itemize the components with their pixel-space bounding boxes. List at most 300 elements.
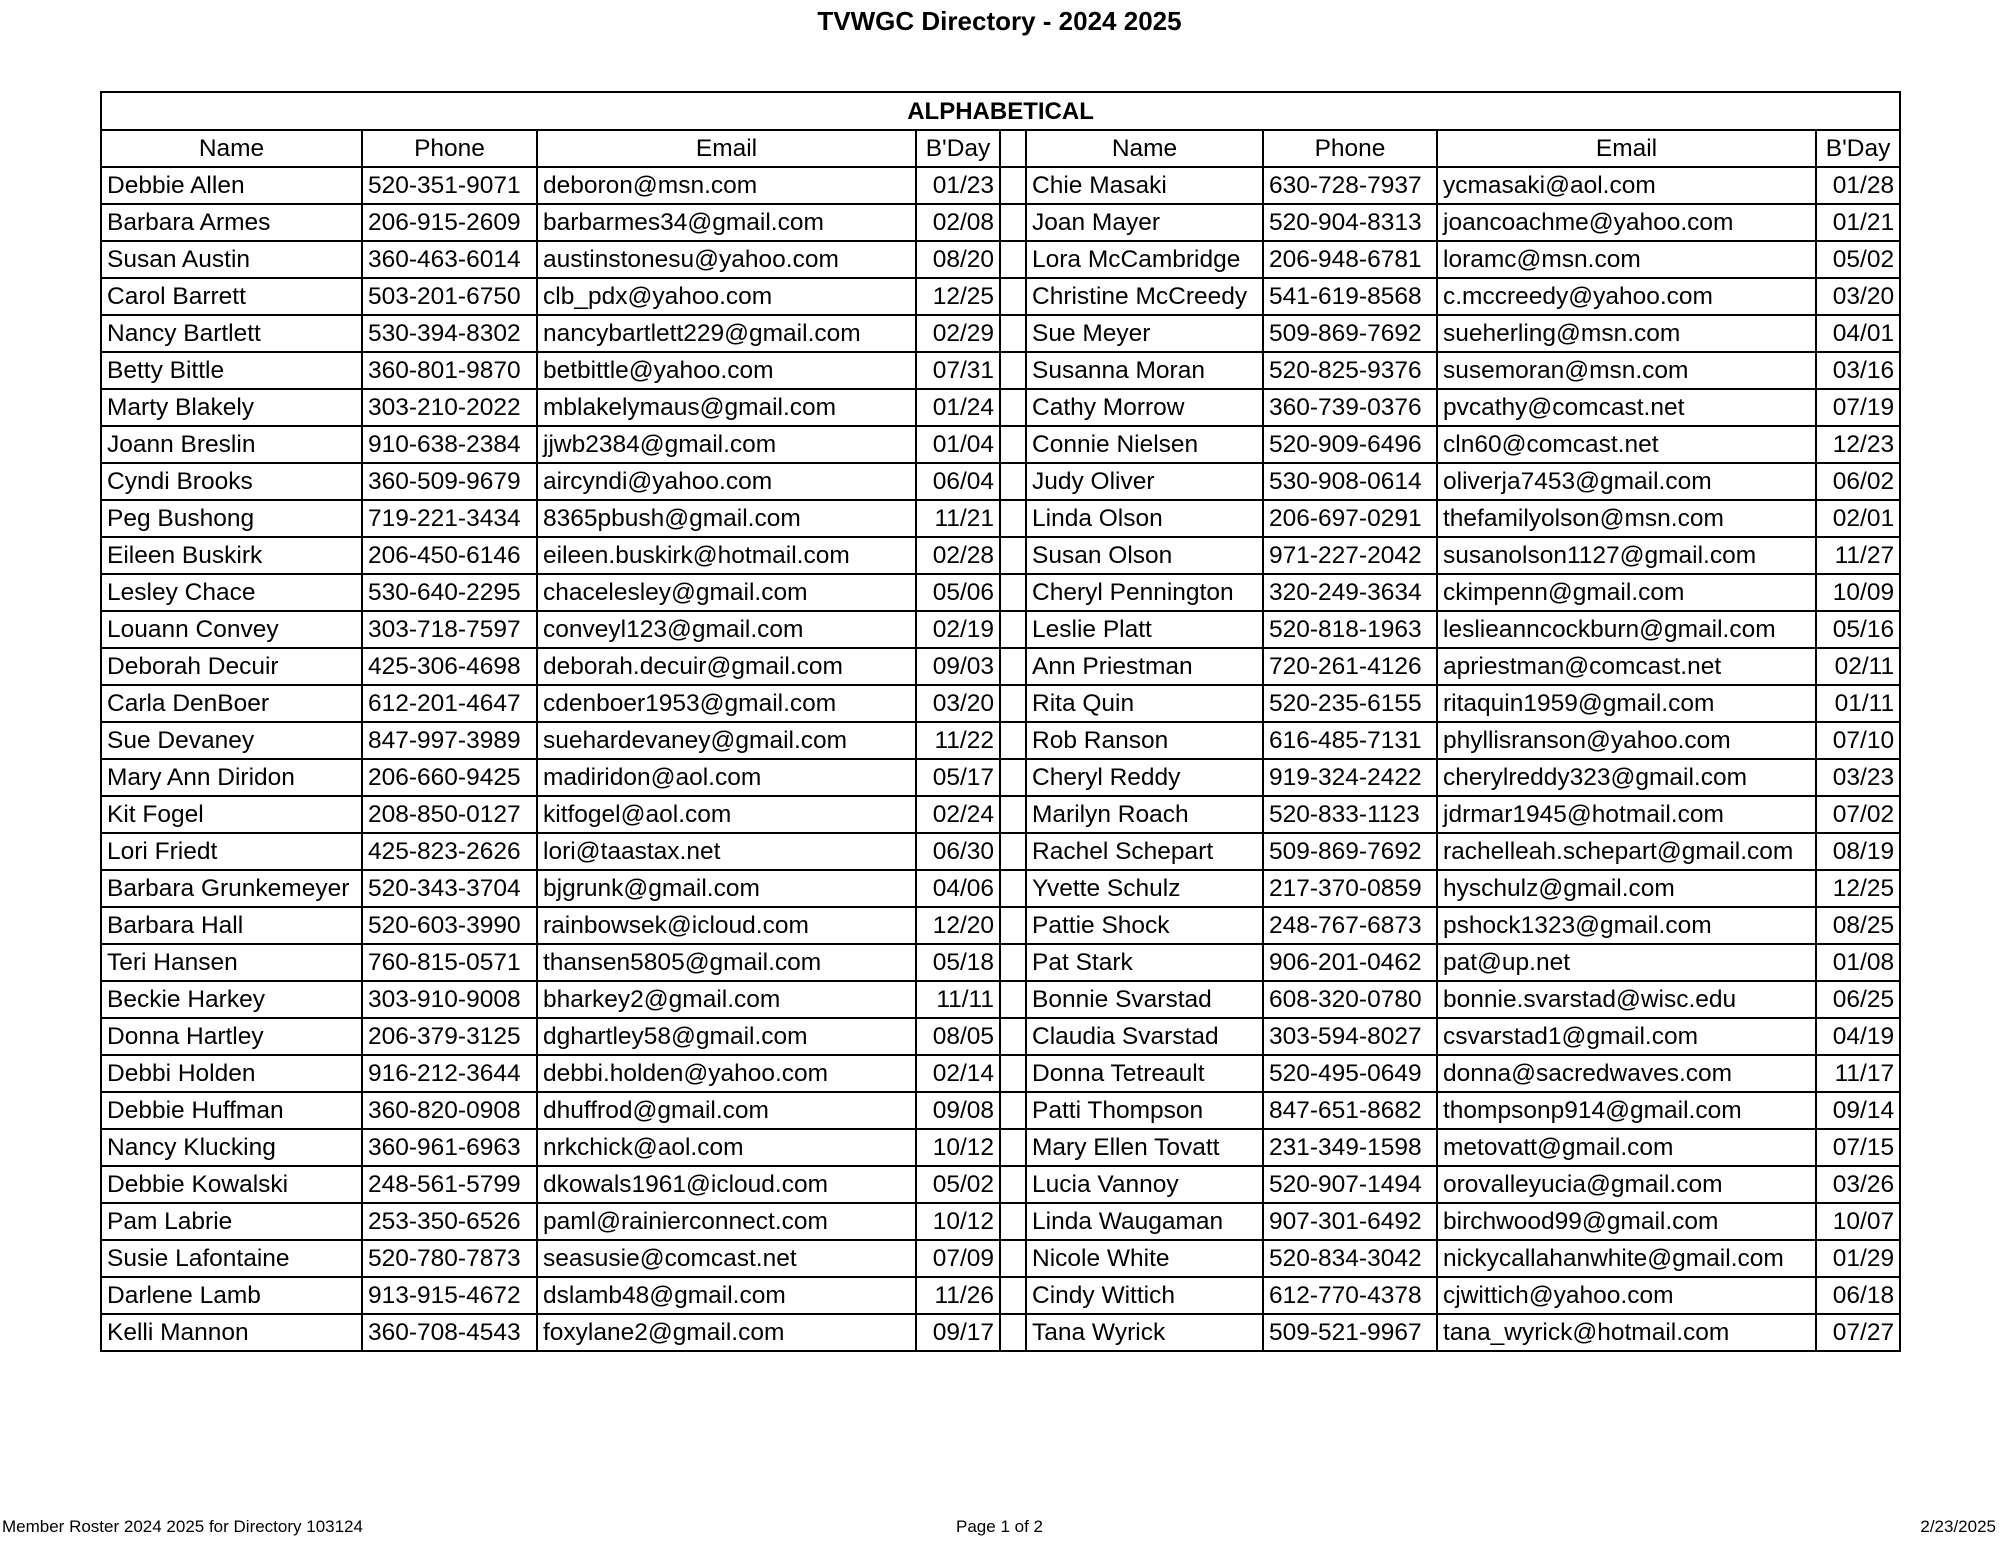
column-gap [1000,167,1026,204]
member-birthday: 02/14 [916,1055,1000,1092]
member-birthday: 08/25 [1816,907,1900,944]
column-header-row [101,130,1900,167]
member-name: Nicole White [1026,1240,1263,1277]
member-birthday: 07/31 [916,352,1000,389]
column-gap [1000,241,1026,278]
member-name: Eileen Buskirk [101,537,362,574]
member-birthday: 02/11 [1816,648,1900,685]
member-phone: 760-815-0571 [362,944,537,981]
member-email[interactable]: betbittle@yahoo.com [537,352,916,389]
member-name: Susan Olson [1026,537,1263,574]
member-phone: 520-780-7873 [362,1240,537,1277]
member-birthday: 03/20 [916,685,1000,722]
member-email[interactable]: leslieanncockburn@gmail.com [1437,611,1816,648]
member-email[interactable]: dghartley58@gmail.com [537,1018,916,1055]
member-phone: 360-820-0908 [362,1092,537,1129]
member-email[interactable]: susanolson1127@gmail.com [1437,537,1816,574]
member-email[interactable]: loramc@msn.com [1437,241,1816,278]
table-row [101,500,1900,537]
member-phone: 206-915-2609 [362,204,537,241]
member-phone: 360-509-9679 [362,463,537,500]
member-phone: 520-904-8313 [1263,204,1437,241]
member-phone: 360-961-6963 [362,1129,537,1166]
member-birthday: 07/02 [1816,796,1900,833]
member-birthday: 12/25 [1816,870,1900,907]
member-name: Linda Waugaman [1026,1203,1263,1240]
section-label: ALPHABETICAL [101,92,1900,130]
member-birthday: 06/02 [1816,463,1900,500]
member-phone: 612-770-4378 [1263,1277,1437,1314]
member-email[interactable]: metovatt@gmail.com [1437,1129,1816,1166]
table-row [101,1055,1900,1092]
member-email[interactable]: mblakelymaus@gmail.com [537,389,916,426]
member-name: Lesley Chace [101,574,362,611]
member-birthday: 04/06 [916,870,1000,907]
member-email[interactable]: susemoran@msn.com [1437,352,1816,389]
member-name: Bonnie Svarstad [1026,981,1263,1018]
table-row [101,426,1900,463]
table-row [101,796,1900,833]
column-gap [1000,759,1026,796]
member-phone: 320-249-3634 [1263,574,1437,611]
column-gap [1000,1055,1026,1092]
table-row [101,981,1900,1018]
member-phone: 847-997-3989 [362,722,537,759]
member-name: Susie Lafontaine [101,1240,362,1277]
table-row [101,1092,1900,1129]
member-phone: 616-485-7131 [1263,722,1437,759]
member-phone: 530-908-0614 [1263,463,1437,500]
member-birthday: 07/10 [1816,722,1900,759]
member-birthday: 05/02 [916,1166,1000,1203]
member-email[interactable]: dkowals1961@icloud.com [537,1166,916,1203]
member-email[interactable]: dhuffrod@gmail.com [537,1092,916,1129]
member-name: Deborah Decuir [101,648,362,685]
member-name: Cheryl Reddy [1026,759,1263,796]
member-email[interactable]: conveyl123@gmail.com [537,611,916,648]
column-gap [1000,463,1026,500]
member-name: Darlene Lamb [101,1277,362,1314]
member-email[interactable]: birchwood99@gmail.com [1437,1203,1816,1240]
member-name: Carla DenBoer [101,685,362,722]
member-phone: 206-697-0291 [1263,500,1437,537]
member-name: Sue Meyer [1026,315,1263,352]
member-phone: 425-306-4698 [362,648,537,685]
footer-page-number: Page 1 of 2 [956,1517,1043,1536]
member-name: Marilyn Roach [1026,796,1263,833]
member-email[interactable]: dslamb48@gmail.com [537,1277,916,1314]
member-name: Rob Ranson [1026,722,1263,759]
member-phone: 971-227-2042 [1263,537,1437,574]
member-phone: 509-869-7692 [1263,315,1437,352]
member-birthday: 01/23 [916,167,1000,204]
member-birthday: 10/12 [916,1203,1000,1240]
member-email[interactable]: eileen.buskirk@hotmail.com [537,537,916,574]
member-birthday: 07/19 [1816,389,1900,426]
member-name: Cheryl Pennington [1026,574,1263,611]
member-name: Rachel Schepart [1026,833,1263,870]
table-row [101,944,1900,981]
member-email[interactable]: bjgrunk@gmail.com [537,870,916,907]
member-phone: 530-394-8302 [362,315,537,352]
member-birthday: 12/23 [1816,426,1900,463]
member-name: Lori Friedt [101,833,362,870]
member-birthday: 06/18 [1816,1277,1900,1314]
table-row [101,241,1900,278]
member-birthday: 11/27 [1816,537,1900,574]
member-email[interactable]: paml@rainierconnect.com [537,1203,916,1240]
member-phone: 916-212-3644 [362,1055,537,1092]
member-birthday: 03/26 [1816,1166,1900,1203]
footer-date: 2/23/2025 [1920,1517,1996,1536]
member-email[interactable]: cln60@comcast.net [1437,426,1816,463]
column-gap [1000,611,1026,648]
member-phone: 231-349-1598 [1263,1129,1437,1166]
member-email[interactable]: jjwb2384@gmail.com [537,426,916,463]
member-name: Kelli Mannon [101,1314,362,1351]
member-email[interactable]: sueherling@msn.com [1437,315,1816,352]
member-email[interactable]: clb_pdx@yahoo.com [537,278,916,315]
member-phone: 520-818-1963 [1263,611,1437,648]
member-email[interactable]: ycmasaki@aol.com [1437,167,1816,204]
member-email[interactable]: foxylane2@gmail.com [537,1314,916,1351]
column-gap [1000,1314,1026,1351]
member-email[interactable]: madiridon@aol.com [537,759,916,796]
column-header-name: Name [101,130,362,167]
member-email[interactable]: nancybartlett229@gmail.com [537,315,916,352]
member-phone: 612-201-4647 [362,685,537,722]
member-name: Barbara Armes [101,204,362,241]
column-header-email: Email [1437,130,1816,167]
member-phone: 248-561-5799 [362,1166,537,1203]
member-birthday: 05/18 [916,944,1000,981]
member-email[interactable]: deboron@msn.com [537,167,916,204]
member-phone: 630-728-7937 [1263,167,1437,204]
member-birthday: 09/17 [916,1314,1000,1351]
member-phone: 910-638-2384 [362,426,537,463]
member-birthday: 01/08 [1816,944,1900,981]
member-name: Claudia Svarstad [1026,1018,1263,1055]
member-birthday: 11/26 [916,1277,1000,1314]
column-header-bday: B'Day [916,130,1000,167]
member-phone: 520-495-0649 [1263,1055,1437,1092]
member-phone: 520-834-3042 [1263,1240,1437,1277]
member-email[interactable]: ritaquin1959@gmail.com [1437,685,1816,722]
member-email[interactable]: pshock1323@gmail.com [1437,907,1816,944]
column-gap [1000,426,1026,463]
member-phone: 509-521-9967 [1263,1314,1437,1351]
column-gap [1000,1129,1026,1166]
member-birthday: 12/25 [916,278,1000,315]
column-gap [1000,1092,1026,1129]
member-email[interactable]: thefamilyolson@msn.com [1437,500,1816,537]
member-name: Peg Bushong [101,500,362,537]
member-email[interactable]: csvarstad1@gmail.com [1437,1018,1816,1055]
member-birthday: 03/16 [1816,352,1900,389]
member-name: Susanna Moran [1026,352,1263,389]
member-email[interactable]: austinstonesu@yahoo.com [537,241,916,278]
member-birthday: 11/22 [916,722,1000,759]
member-birthday: 11/21 [916,500,1000,537]
member-email[interactable]: orovalleyucia@gmail.com [1437,1166,1816,1203]
member-phone: 206-450-6146 [362,537,537,574]
member-phone: 913-915-4672 [362,1277,537,1314]
member-email[interactable]: cjwittich@yahoo.com [1437,1277,1816,1314]
table-row [101,1240,1900,1277]
member-phone: 253-350-6526 [362,1203,537,1240]
member-birthday: 12/20 [916,907,1000,944]
member-birthday: 06/25 [1816,981,1900,1018]
member-phone: 541-619-8568 [1263,278,1437,315]
member-phone: 206-948-6781 [1263,241,1437,278]
member-birthday: 09/08 [916,1092,1000,1129]
member-phone: 503-201-6750 [362,278,537,315]
table-row [101,870,1900,907]
table-row [101,685,1900,722]
member-name: Cyndi Brooks [101,463,362,500]
member-birthday: 08/19 [1816,833,1900,870]
table-row [101,1166,1900,1203]
column-gap [1000,315,1026,352]
column-gap [1000,130,1026,167]
table-row [101,352,1900,389]
member-birthday: 03/20 [1816,278,1900,315]
member-email[interactable]: ckimpenn@gmail.com [1437,574,1816,611]
member-email[interactable]: barbarmes34@gmail.com [537,204,916,241]
table-row [101,611,1900,648]
member-phone: 906-201-0462 [1263,944,1437,981]
member-email[interactable]: jdrmar1945@hotmail.com [1437,796,1816,833]
member-birthday: 08/05 [916,1018,1000,1055]
member-birthday: 07/15 [1816,1129,1900,1166]
member-birthday: 01/04 [916,426,1000,463]
member-phone: 520-833-1123 [1263,796,1437,833]
member-birthday: 03/23 [1816,759,1900,796]
member-email[interactable]: thansen5805@gmail.com [537,944,916,981]
member-name: Patti Thompson [1026,1092,1263,1129]
member-name: Susan Austin [101,241,362,278]
member-birthday: 01/11 [1816,685,1900,722]
member-email[interactable]: phyllisranson@yahoo.com [1437,722,1816,759]
member-birthday: 02/29 [916,315,1000,352]
column-gap [1000,1240,1026,1277]
member-birthday: 11/11 [916,981,1000,1018]
member-birthday: 01/29 [1816,1240,1900,1277]
column-header-email: Email [537,130,916,167]
member-phone: 425-823-2626 [362,833,537,870]
member-email[interactable]: pat@up.net [1437,944,1816,981]
table-row [101,389,1900,426]
member-phone: 360-708-4543 [362,1314,537,1351]
member-email[interactable]: seasusie@comcast.net [537,1240,916,1277]
member-name: Louann Convey [101,611,362,648]
member-name: Joan Mayer [1026,204,1263,241]
member-email[interactable]: 8365pbush@gmail.com [537,500,916,537]
member-name: Lora McCambridge [1026,241,1263,278]
member-email[interactable]: cdenboer1953@gmail.com [537,685,916,722]
column-gap [1000,648,1026,685]
member-email[interactable]: tana_wyrick@hotmail.com [1437,1314,1816,1351]
member-phone: 520-909-6496 [1263,426,1437,463]
member-birthday: 10/12 [916,1129,1000,1166]
member-name: Debbie Allen [101,167,362,204]
column-gap [1000,1277,1026,1314]
member-birthday: 02/01 [1816,500,1900,537]
table-row [101,278,1900,315]
column-gap [1000,574,1026,611]
member-name: Sue Devaney [101,722,362,759]
member-name: Nancy Bartlett [101,315,362,352]
member-name: Beckie Harkey [101,981,362,1018]
member-phone: 847-651-8682 [1263,1092,1437,1129]
column-gap [1000,907,1026,944]
table-row [101,759,1900,796]
member-phone: 608-320-0780 [1263,981,1437,1018]
member-email[interactable]: suehardevaney@gmail.com [537,722,916,759]
member-phone: 303-594-8027 [1263,1018,1437,1055]
member-email[interactable]: rainbowsek@icloud.com [537,907,916,944]
member-phone: 520-825-9376 [1263,352,1437,389]
column-gap [1000,278,1026,315]
table-row [101,167,1900,204]
member-name: Teri Hansen [101,944,362,981]
member-name: Mary Ann Diridon [101,759,362,796]
member-email[interactable]: bharkey2@gmail.com [537,981,916,1018]
column-header-bday: B'Day [1816,130,1900,167]
table-row [101,1277,1900,1314]
member-birthday: 07/27 [1816,1314,1900,1351]
table-row [101,833,1900,870]
member-name: Donna Hartley [101,1018,362,1055]
member-phone: 520-343-3704 [362,870,537,907]
member-email[interactable]: hyschulz@gmail.com [1437,870,1816,907]
member-phone: 360-801-9870 [362,352,537,389]
member-birthday: 02/28 [916,537,1000,574]
member-name: Yvette Schulz [1026,870,1263,907]
page-title: TVWGC Directory - 2024 2025 [817,6,1182,36]
member-birthday: 11/17 [1816,1055,1900,1092]
member-birthday: 01/24 [916,389,1000,426]
member-phone: 907-301-6492 [1263,1203,1437,1240]
member-name: Cathy Morrow [1026,389,1263,426]
table-row [101,574,1900,611]
member-name: Carol Barrett [101,278,362,315]
member-name: Pam Labrie [101,1203,362,1240]
member-phone: 520-907-1494 [1263,1166,1437,1203]
member-phone: 520-603-3990 [362,907,537,944]
member-phone: 303-718-7597 [362,611,537,648]
column-gap [1000,204,1026,241]
column-header-phone: Phone [362,130,537,167]
column-gap [1000,500,1026,537]
member-birthday: 02/24 [916,796,1000,833]
member-birthday: 01/28 [1816,167,1900,204]
member-phone: 248-767-6873 [1263,907,1437,944]
member-birthday: 04/01 [1816,315,1900,352]
member-name: Chie Masaki [1026,167,1263,204]
table-row [101,463,1900,500]
member-name: Pat Stark [1026,944,1263,981]
table-row [101,204,1900,241]
member-phone: 520-235-6155 [1263,685,1437,722]
member-birthday: 10/09 [1816,574,1900,611]
member-phone: 206-379-3125 [362,1018,537,1055]
member-name: Barbara Grunkemeyer [101,870,362,907]
member-phone: 719-221-3434 [362,500,537,537]
member-email[interactable]: cherylreddy323@gmail.com [1437,759,1816,796]
member-phone: 520-351-9071 [362,167,537,204]
member-email[interactable]: lori@taastax.net [537,833,916,870]
column-gap [1000,833,1026,870]
member-birthday: 05/16 [1816,611,1900,648]
footer-document-name: Member Roster 2024 2025 for Directory 103124 [2,1517,363,1536]
member-birthday: 02/08 [916,204,1000,241]
column-gap [1000,796,1026,833]
member-name: Kit Fogel [101,796,362,833]
section-header-row [101,92,1900,130]
column-gap [1000,352,1026,389]
member-name: Leslie Platt [1026,611,1263,648]
member-birthday: 07/09 [916,1240,1000,1277]
member-birthday: 04/19 [1816,1018,1900,1055]
member-name: Ann Priestman [1026,648,1263,685]
directory-table [100,91,1901,1352]
member-birthday: 10/07 [1816,1203,1900,1240]
member-email[interactable]: rachelleah.schepart@gmail.com [1437,833,1816,870]
member-email[interactable]: aircyndi@yahoo.com [537,463,916,500]
member-email[interactable]: oliverja7453@gmail.com [1437,463,1816,500]
member-phone: 509-869-7692 [1263,833,1437,870]
member-phone: 206-660-9425 [362,759,537,796]
member-phone: 919-324-2422 [1263,759,1437,796]
column-gap [1000,1018,1026,1055]
column-gap [1000,1166,1026,1203]
member-email[interactable]: debbi.holden@yahoo.com [537,1055,916,1092]
member-birthday: 08/20 [916,241,1000,278]
column-gap [1000,685,1026,722]
table-row [101,1314,1900,1351]
member-birthday: 06/04 [916,463,1000,500]
member-name: Marty Blakely [101,389,362,426]
member-email[interactable]: pvcathy@comcast.net [1437,389,1816,426]
member-email[interactable]: joancoachme@yahoo.com [1437,204,1816,241]
member-email[interactable]: deborah.decuir@gmail.com [537,648,916,685]
column-header-name: Name [1026,130,1263,167]
member-phone: 303-210-2022 [362,389,537,426]
member-email[interactable]: bonnie.svarstad@wisc.edu [1437,981,1816,1018]
member-name: Judy Oliver [1026,463,1263,500]
member-birthday: 09/03 [916,648,1000,685]
member-email[interactable]: nickycallahanwhite@gmail.com [1437,1240,1816,1277]
member-email[interactable]: thompsonp914@gmail.com [1437,1092,1816,1129]
column-gap [1000,944,1026,981]
table-row [101,722,1900,759]
member-email[interactable]: nrkchick@aol.com [537,1129,916,1166]
member-email[interactable]: donna@sacredwaves.com [1437,1055,1816,1092]
member-email[interactable]: kitfogel@aol.com [537,796,916,833]
member-name: Nancy Klucking [101,1129,362,1166]
member-email[interactable]: chacelesley@gmail.com [537,574,916,611]
member-email[interactable]: c.mccreedy@yahoo.com [1437,278,1816,315]
table-row [101,537,1900,574]
member-name: Barbara Hall [101,907,362,944]
member-email[interactable]: apriestman@comcast.net [1437,648,1816,685]
member-name: Betty Bittle [101,352,362,389]
member-birthday: 02/19 [916,611,1000,648]
table-row [101,315,1900,352]
member-birthday: 05/17 [916,759,1000,796]
table-row [101,1203,1900,1240]
